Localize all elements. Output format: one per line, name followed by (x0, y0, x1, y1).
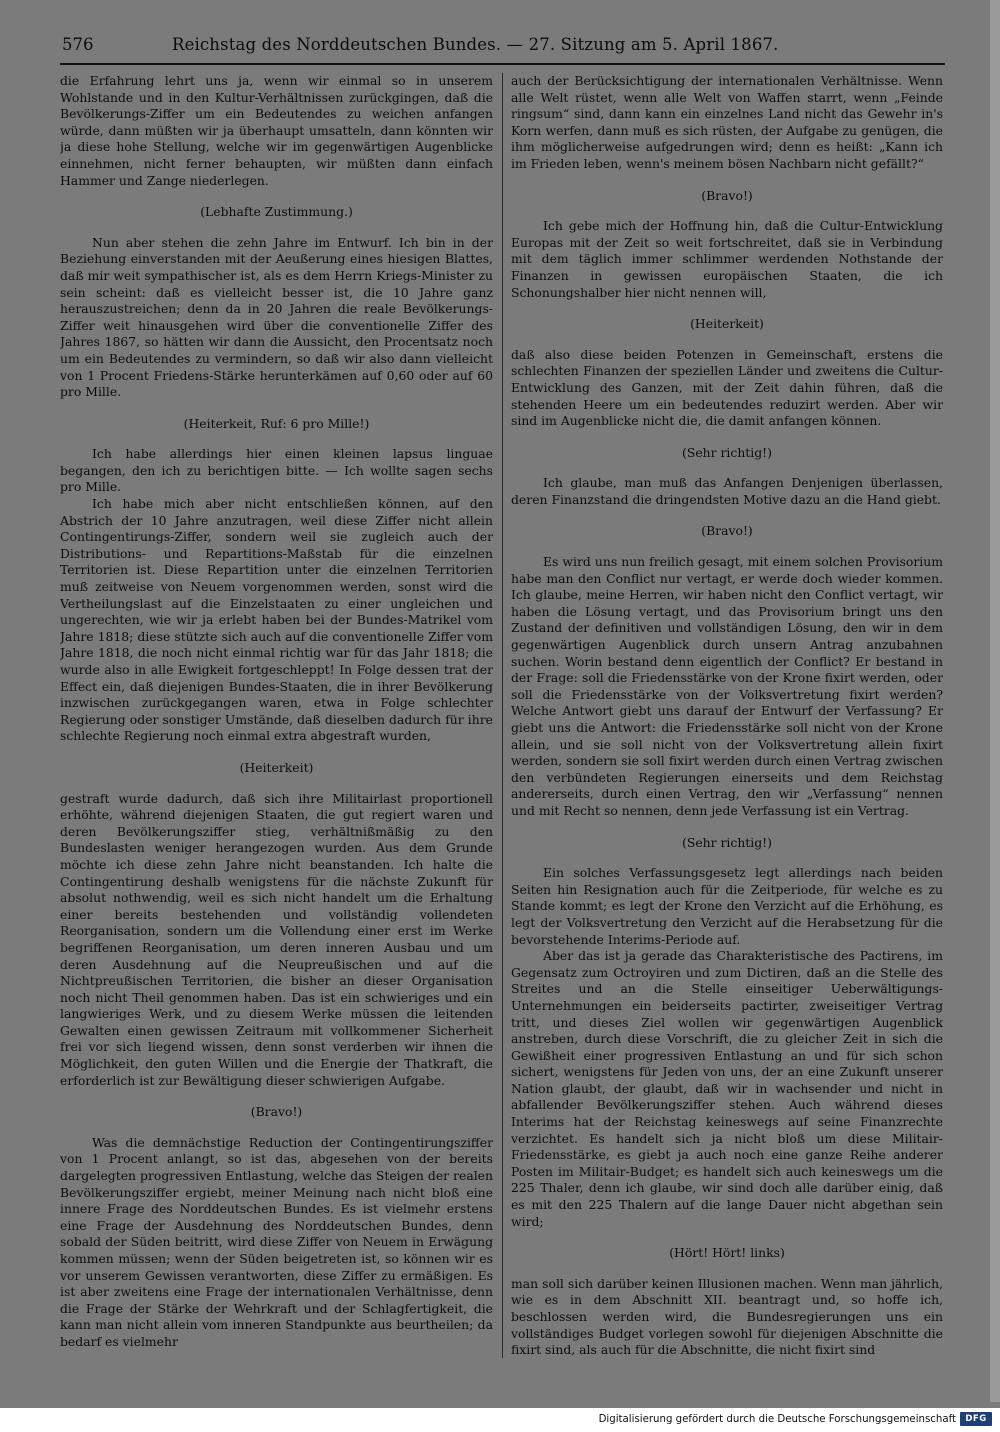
paragraph: Ein solches Verfassungsgesetz legt allerdings nach beiden Seiten hin Resignation auch für die Zeitperiode, für welche es zu Stande kommt; es legt der Krone den Verzicht auf die Erhöhung, es legt der Volksvertretung den Verzicht auf die Herabsetzung für die bevorstehende Interims-Periode auf. (511, 865, 943, 947)
paragraph: gestraft wurde dadurch, daß sich ihre Militairlast proportionell erhöhte, während diejenigen Staaten, die gut regiert waren und deren Bevölkerungsziffer stieg, verhältnißmäßig zu den Bundeslasten weniger herangezogen wurden. Aus dem Grunde möchte ich diese zehn Jahre nicht beanstanden. Ich halte die Contingentirung deshalb wenigstens für die nächste Zukunft für absolut nothwendig, weil es sich nicht handelt um die Erhaltung einer bereits bestehenden und vollständig vollendeten Reorganisation, sondern um die Vollendung einer erst im Werke begriffenen Reorganisation, um deren inneren Ausbau und um deren Ausdehnung auf die Neupreußischen und auf die Nichtpreußischen Territorien, die bisher an dieser Organisation noch nicht Theil genommen haben. Das ist ein schwieriges und ein langwieriges Werk, und zu diesem Werke müssen die leitenden Gewalten einen gewissen Zeitraum mit vollkommener Sicherheit frei vor sich liegend wissen, denn sonst verderben wir ihnen die Möglichkeit, den guten Willen und die Energie der Thatkraft, die erforderlich ist zur Bewältigung dieser schwierigen Aufgabe. (60, 790, 493, 1088)
remark-line: (Bravo!) (250, 1104, 303, 1120)
remark-line: (Hört! Hört! links) (669, 1245, 785, 1261)
remark-line: (Heiterkeit, Ruf: 6 pro Mille!) (183, 415, 370, 431)
running-title: Reichstag des Norddeutschen Bundes. — 27. Sitzung am 5. April 1867. (172, 35, 779, 54)
column-divider (502, 73, 503, 1358)
remark-line: (Sehr richtig!) (682, 444, 772, 460)
remark-line: (Bravo!) (701, 187, 753, 203)
remark-line: (Bravo!) (701, 523, 753, 539)
right-column (511, 73, 943, 1363)
page-header (60, 30, 945, 60)
paragraph: Es wird uns nun freilich gesagt, mit einem solchen Provisorium habe man den Conflict nur vertagt, er werde doch wieder kommen. Ich glaube, meine Herren, wir haben nicht den Conflict vertagt, wir haben die Lösung vertagt, und das Provisorium bringt uns den Zustand der definitiven und vollständigen Lösung, den wir in dem gegenwärtigen Augenblick durch unsern Antrag anzubahnen suchen. Worin bestand denn eigentlich der Conflict? Er bestand in der Frage: soll die Friedensstärke von der Krone fixirt werden, oder soll die Friedensstärke von der Volksvertretung fixirt werden? Welche Antwort giebt uns darauf der Entwurf der Verfassung? Er giebt uns die Antwort: die Friedensstärke soll nicht von der Krone allein, und sie soll nicht von der Volksvertretung allein fixirt werden, sondern sie soll fixirt werden durch einen Vertrag zwischen den verbündeten Regierungen einerseits und dem Reichstag andererseits, durch einen Vertrag, den wir „Verfassung“ nennen und mit Recht so nennen, denn jede Verfassung ist ein Vertrag. (511, 554, 943, 818)
left-column (60, 73, 493, 1363)
paragraph: die Erfahrung lehrt uns ja, wenn wir einmal so in unserem Wohlstande und in den Kultur-Verhältnissen zurückgingen, daß die Bevölkerungs-Ziffer um ein Bedeutendes zu weichen anfangen würde, dann müßten wir ja überhaupt umsatteln, dann könnten wir ja diese hohe Stellung, welche wir im gegenwärtigen Augenblicke einnehmen, nicht ferner behaupten, wir müßten dann einfach Hammer und Zange niederlegen. (60, 73, 493, 188)
scan-edge (990, 0, 1000, 1402)
footer-bar (0, 1408, 1000, 1432)
remark-line: (Sehr richtig!) (682, 834, 772, 850)
paragraph: Ich habe allerdings hier einen kleinen lapsus linguae begangen, den ich zu berichtigen bitte. — Ich wollte sagen sechs pro Mille. (60, 446, 493, 495)
paragraph: Ich gebe mich der Hoffnung hin, daß die Cultur-Entwicklung Europas mit der Zeit so weit fortschreitet, daß sie in Verbindung mit dem täglich immer schlimmer werdenden Nothstande der Finanzen in gewissen europäischen Staaten, die ich Schonungshalber hier nicht nennen will, (511, 218, 943, 300)
paragraph: Ich glaube, man muß das Anfangen Denjenigen überlassen, deren Finanzstand die dringendsten Motive dazu an die Hand giebt. (511, 475, 943, 507)
paragraph: Nun aber stehen die zehn Jahre im Entwurf. Ich bin in der Beziehung einverstanden mit der Aeußerung eines hiesigen Blattes, daß mir weit sympathischer ist, als es dem Herrn Kriegs-Minister zu sein scheint: daß es vielleicht besser ist, die 10 Jahre ganz herauszustreichen; denn da in 20 Jahren die reale Bevölkerungs-Ziffer weit hinausgehen wird über die conventionelle Ziffer des Jahres 1867, so hätten wir dann die Aussicht, den Procentsatz noch um ein Bedeutendes zu vermindern, so daß wir also dann vielleicht von 1 Procent Friedens-Stärke herunterkämen auf 0,60 oder auf 60 pro Mille. (60, 234, 493, 400)
paragraph: man soll sich darüber keinen Illusionen machen. Wenn man jährlich, wie es in dem Abschnitt XII. beantragt und, so hoffe ich, beschlossen werden wird, die Bundesregierungen uns ein vollständiges Budget vorlegen sowohl für diejenigen Abschnitte die fixirt sind, als auch für die Abschnitte, die nicht fixirt sind (511, 1275, 943, 1358)
page-number: 576 (62, 35, 94, 54)
paragraph: Aber das ist ja gerade das Charakteristische des Pactirens, im Gegensatz zum Octroyiren und zum Dictiren, daß an die Stelle des Streites und an die Stelle einseitiger Ueberwältigungs-Unternehmungen ein beiderseits pactirter, zweiseitiger Vertrag tritt, und dieses Ziel wollen wir gegenwärtigen Augenblick anstreben, durch diese Vorschrift, die zu gleicher Zeit in sich die Gewißheit einer progressiven Entlastung an und für sich schon sichert, wenigstens für Jeden von uns, der an eine Zukunft unserer Nation glaubt, der glaubt, daß wir in wachsender und nicht in abfallender Bevölkerungsziffer stehen. Auch während dieses Interims hat der Reichstag keineswegs auf seine Finanzrechte verzichtet. Es handelt sich ja nicht bloß um diese Militair-Friedensstärke, es giebt ja auch noch eine ganze Reihe anderer Posten im Militair-Budget; es handelt sich auch keineswegs um die 225 Thaler, denn ich glaube, wir sind doch alle darüber einig, daß es mit den 225 Thalern auf die lange Dauer nicht abgethan sein wird; (511, 948, 943, 1229)
paragraph: auch der Berücksichtigung der internationalen Verhältnisse. Wenn alle Welt rüstet, wenn alle Welt von Waffen starrt, wenn „Feinde ringsum“ sind, dann kann ein einzelnes Land nicht das Gewehr in's Korn werfen, dann muß es sich rüsten, der Aufgabe zu genügen, die ihm möglicherweise aufgedrungen wird; denn es heißt: „Kann ich im Frieden leben, wenn's meinem bösen Nachbarn nicht gefällt?“ (511, 73, 943, 171)
paragraph: daß also diese beiden Potenzen in Gemeinschaft, erstens die schlechten Finanzen der speziellen Länder und zweitens die Cultur-Entwicklung des Ganzen, mit der Zeit dahin führen, daß die stehenden Heere um ein bedeutendes reduzirt werden. Aber wir sind im Augenblicke nicht die, die damit anfangen können. (511, 346, 943, 429)
remark-line: (Heiterkeit) (239, 759, 314, 775)
remark-line: (Heiterkeit) (690, 316, 764, 332)
funding-credit: Digitalisierung gefördert durch die Deutsche Forschungsgemeinschaft (598, 1414, 956, 1425)
remark-line: (Lebhafte Zustimmung.) (200, 204, 353, 220)
paragraph: Ich habe mich aber nicht entschließen können, auf den Abstrich der 10 Jahre anzutragen, weil diese Ziffer nicht allein Contingentirungs-Ziffer, sondern weil sie zugleich auch der Distributions- und Repartitions-Maßstab für die einzelnen Territorien ist. Diese Repartition unter die einzelnen Territorien muß zeitweise von Neuem vorgenommen werden, sonst wird die Vertheilungslast auf die Einzelstaaten zu einer ungleichen und ungerechten, wie wir ja erlebt haben bei der Bundes-Matrikel vom Jahre 1818; diese stützte sich auch auf die conventionelle Ziffer vom Jahre 1818, die noch nicht einmal richtig war für das Jahr 1818; die wurde also in alle Ewigkeit fortgeschleppt! In Folge dessen trat der Effect ein, daß diejenigen Bundes-Staaten, die in ihrer Bevölkerung inzwischen zurückgegangen waren, etwa in Folge schlechter Regierung oder sonstiger Umstände, daß dieselben dadurch für ihre schlechte Regierung noch einmal extra abgestraft wurden, (60, 496, 493, 744)
header-rule (60, 63, 945, 65)
dfg-logo: DFG (960, 1412, 992, 1426)
paragraph: Was die demnächstige Reduction der Contingentirungsziffer von 1 Procent anlangt, so ist das, abgesehen von der bereits dargelegten progressiven Entlastung, welche das Steigen der realen Bevölkerungsziffer ergiebt, meiner Meinung nach nicht bloß eine innere Frage des Norddeutschen Bundes. Es ist vielmehr erstens eine Frage der Ausdehnung des Norddeutschen Bundes, denn sobald der Süden beitritt, wird diese Ziffer von Neuem in Erwägung kommen müssen; wenn der Süden beigetreten ist, so können wir es vor unserem Gewissen verantworten, diese Ziffer zu ermäßigen. Es ist aber zweitens eine Frage der internationalen Verhältnisse, denn die Frage der Stärke der Wehrkraft und der Schlagfertigkeit, die kann man nicht allein vom inneren Standpunkte aus beurtheilen; da bedarf es vielmehr (60, 1134, 493, 1349)
